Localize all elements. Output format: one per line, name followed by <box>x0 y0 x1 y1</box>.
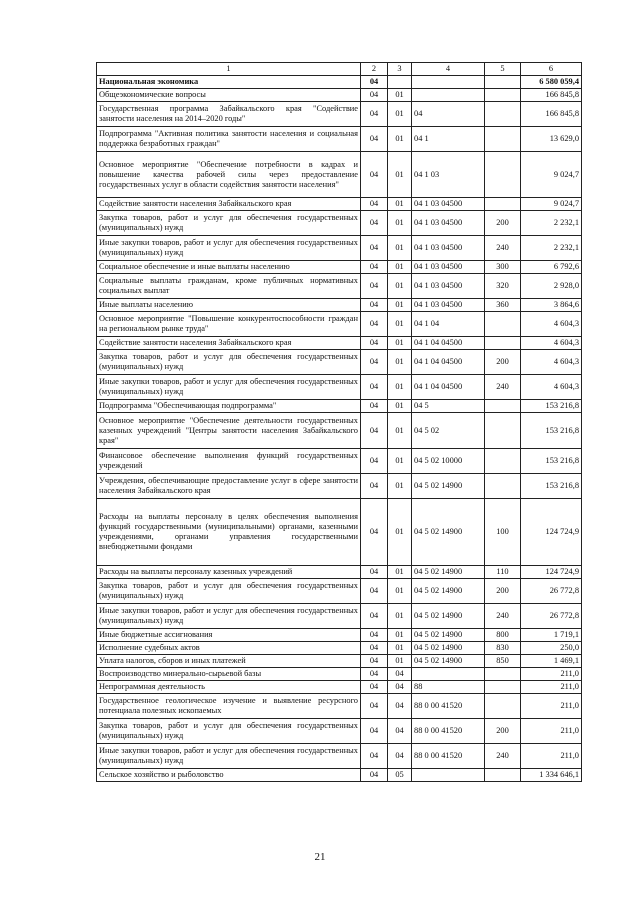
section-code-cell: 04 <box>361 102 388 127</box>
subsection-code-cell: 01 <box>388 499 412 566</box>
amount-cell: 153 216,8 <box>521 449 582 474</box>
target-article-cell <box>412 89 485 102</box>
expense-type-cell: 200 <box>485 579 521 604</box>
section-code-cell: 04 <box>361 211 388 236</box>
section-code-cell: 04 <box>361 127 388 152</box>
amount-cell: 4 604,3 <box>521 337 582 350</box>
amount-cell: 9 024,7 <box>521 152 582 198</box>
row-name-cell: Иные закупки товаров, работ и услуг для обеспечения государственных (муниципальных) нужд <box>97 236 361 261</box>
table-row <box>97 337 582 350</box>
table-row <box>97 198 582 211</box>
table-row <box>97 261 582 274</box>
expense-type-cell: 300 <box>485 261 521 274</box>
amount-cell: 166 845,8 <box>521 102 582 127</box>
subsection-code-cell: 01 <box>388 566 412 579</box>
section-code-cell: 04 <box>361 681 388 694</box>
subsection-code-cell: 01 <box>388 312 412 337</box>
section-code-cell: 04 <box>361 449 388 474</box>
section-code-cell: 04 <box>361 413 388 449</box>
subsection-code-cell: 01 <box>388 413 412 449</box>
row-name-cell: Закупка товаров, работ и услуг для обеспечения государственных (муниципальных) нужд <box>97 350 361 375</box>
row-name-cell: Иные закупки товаров, работ и услуг для обеспечения государственных (муниципальных) нужд <box>97 375 361 400</box>
expense-type-cell: 200 <box>485 211 521 236</box>
section-code-cell: 04 <box>361 274 388 299</box>
target-article-cell: 04 5 <box>412 400 485 413</box>
table-row <box>97 211 582 236</box>
target-article-cell: 04 5 02 14900 <box>412 604 485 629</box>
table-row <box>97 449 582 474</box>
amount-cell: 4 604,3 <box>521 312 582 337</box>
target-article-cell: 88 0 00 41520 <box>412 694 485 719</box>
target-article-cell: 04 1 04 04500 <box>412 350 485 375</box>
subsection-code-cell <box>388 76 412 89</box>
amount-cell: 13 629,0 <box>521 127 582 152</box>
amount-cell: 1 469,1 <box>521 655 582 668</box>
header-col-5: 5 <box>485 63 521 76</box>
subsection-code-cell: 04 <box>388 668 412 681</box>
expense-type-cell: 200 <box>485 719 521 744</box>
expense-type-cell <box>485 413 521 449</box>
subsection-code-cell: 01 <box>388 337 412 350</box>
row-name-cell: Национальная экономика <box>97 76 361 89</box>
table-row <box>97 89 582 102</box>
expense-type-cell <box>485 668 521 681</box>
table-row <box>97 312 582 337</box>
row-name-cell: Закупка товаров, работ и услуг для обеспечения государственных (муниципальных) нужд <box>97 211 361 236</box>
target-article-cell: 04 1 03 04500 <box>412 274 485 299</box>
target-article-cell <box>412 769 485 782</box>
expense-type-cell <box>485 400 521 413</box>
amount-cell: 211,0 <box>521 719 582 744</box>
row-name-cell: Государственное геологическое изучение и выявление ресурсного потенциала полезных ископаемых <box>97 694 361 719</box>
amount-cell: 26 772,8 <box>521 579 582 604</box>
section-code-cell: 04 <box>361 375 388 400</box>
page-number: 21 <box>314 851 326 863</box>
table-row <box>97 719 582 744</box>
row-name-cell: Основное мероприятие "Обеспечение деятельности государственных казенных учреждений "Центры занятости населения Забайкальского края" <box>97 413 361 449</box>
header-col-3: 3 <box>388 63 412 76</box>
subsection-code-cell: 01 <box>388 655 412 668</box>
subsection-code-cell: 01 <box>388 642 412 655</box>
row-name-cell: Основное мероприятие "Повышение конкурентоспособности граждан на региональном рынке труда" <box>97 312 361 337</box>
expense-type-cell: 320 <box>485 274 521 299</box>
table-row <box>97 236 582 261</box>
subsection-code-cell: 01 <box>388 236 412 261</box>
section-code-cell: 04 <box>361 76 388 89</box>
target-article-cell <box>412 76 485 89</box>
expense-type-cell <box>485 127 521 152</box>
target-article-cell: 88 <box>412 681 485 694</box>
target-article-cell: 88 0 00 41520 <box>412 744 485 769</box>
amount-cell: 9 024,7 <box>521 198 582 211</box>
expense-type-cell <box>485 76 521 89</box>
table-body <box>97 76 582 782</box>
amount-cell: 211,0 <box>521 681 582 694</box>
table-row <box>97 769 582 782</box>
table-row <box>97 604 582 629</box>
target-article-cell: 04 1 <box>412 127 485 152</box>
amount-cell: 4 604,3 <box>521 350 582 375</box>
table-row <box>97 127 582 152</box>
section-code-cell: 04 <box>361 312 388 337</box>
expense-type-cell <box>485 312 521 337</box>
table-row <box>97 579 582 604</box>
expense-type-cell: 240 <box>485 375 521 400</box>
header-col-4: 4 <box>412 63 485 76</box>
table-row <box>97 350 582 375</box>
expense-type-cell: 830 <box>485 642 521 655</box>
target-article-cell: 04 5 02 10000 <box>412 449 485 474</box>
row-name-cell: Иные выплаты населению <box>97 299 361 312</box>
expense-type-cell: 240 <box>485 744 521 769</box>
row-name-cell: Основное мероприятие "Обеспечение потребности в кадрах и повышение качества рабочей силы через предоставление государственных услуг в области содействия занятости населения" <box>97 152 361 198</box>
section-code-cell: 04 <box>361 89 388 102</box>
table-row <box>97 102 582 127</box>
table-row <box>97 274 582 299</box>
target-article-cell: 04 1 03 04500 <box>412 211 485 236</box>
row-name-cell: Иные закупки товаров, работ и услуг для обеспечения государственных (муниципальных) нужд <box>97 604 361 629</box>
target-article-cell: 04 5 02 14900 <box>412 642 485 655</box>
header-col-1: 1 <box>97 63 361 76</box>
row-name-cell: Подпрограмма "Обеспечивающая подпрограмма" <box>97 400 361 413</box>
section-code-cell: 04 <box>361 629 388 642</box>
section-code-cell: 04 <box>361 566 388 579</box>
section-code-cell: 04 <box>361 198 388 211</box>
target-article-cell: 04 5 02 14900 <box>412 499 485 566</box>
subsection-code-cell: 01 <box>388 198 412 211</box>
section-code-cell: 04 <box>361 337 388 350</box>
subsection-code-cell: 01 <box>388 102 412 127</box>
target-article-cell: 04 5 02 14900 <box>412 579 485 604</box>
expense-type-cell <box>485 449 521 474</box>
expense-type-cell <box>485 89 521 102</box>
target-article-cell: 04 1 03 04500 <box>412 299 485 312</box>
amount-cell: 153 216,8 <box>521 413 582 449</box>
row-name-cell: Иные бюджетные ассигнования <box>97 629 361 642</box>
row-name-cell: Содействие занятости населения Забайкальского края <box>97 198 361 211</box>
amount-cell: 250,0 <box>521 642 582 655</box>
section-code-cell: 04 <box>361 474 388 499</box>
subsection-code-cell: 01 <box>388 579 412 604</box>
subsection-code-cell: 04 <box>388 719 412 744</box>
table-row <box>97 413 582 449</box>
amount-cell: 6 580 059,4 <box>521 76 582 89</box>
table-header-row <box>97 63 582 76</box>
row-name-cell: Общеэкономические вопросы <box>97 89 361 102</box>
expense-type-cell: 200 <box>485 350 521 375</box>
expense-type-cell: 850 <box>485 655 521 668</box>
section-code-cell: 04 <box>361 668 388 681</box>
amount-cell: 3 864,6 <box>521 299 582 312</box>
table-row <box>97 655 582 668</box>
subsection-code-cell: 04 <box>388 681 412 694</box>
expense-type-cell: 110 <box>485 566 521 579</box>
row-name-cell: Содействие занятости населения Забайкальского края <box>97 337 361 350</box>
target-article-cell: 04 5 02 14900 <box>412 566 485 579</box>
amount-cell: 1 719,1 <box>521 629 582 642</box>
header-col-6: 6 <box>521 63 582 76</box>
target-article-cell: 04 5 02 14900 <box>412 629 485 642</box>
section-code-cell: 04 <box>361 299 388 312</box>
row-name-cell: Социальное обеспечение и иные выплаты населению <box>97 261 361 274</box>
row-name-cell: Финансовое обеспечение выполнения функций государственных учреждений <box>97 449 361 474</box>
target-article-cell: 04 1 04 04500 <box>412 337 485 350</box>
section-code-cell: 04 <box>361 499 388 566</box>
section-code-cell: 04 <box>361 400 388 413</box>
expense-type-cell <box>485 102 521 127</box>
row-name-cell: Иные закупки товаров, работ и услуг для обеспечения государственных (муниципальных) нужд <box>97 744 361 769</box>
amount-cell: 211,0 <box>521 668 582 681</box>
subsection-code-cell: 01 <box>388 274 412 299</box>
expense-type-cell <box>485 681 521 694</box>
subsection-code-cell: 01 <box>388 152 412 198</box>
amount-cell: 2 232,1 <box>521 236 582 261</box>
table-row <box>97 694 582 719</box>
expense-type-cell: 100 <box>485 499 521 566</box>
section-code-cell: 04 <box>361 769 388 782</box>
target-article-cell: 04 1 03 04500 <box>412 261 485 274</box>
amount-cell: 166 845,8 <box>521 89 582 102</box>
target-article-cell: 04 1 04 <box>412 312 485 337</box>
amount-cell: 1 334 646,1 <box>521 769 582 782</box>
section-code-cell: 04 <box>361 719 388 744</box>
amount-cell: 211,0 <box>521 694 582 719</box>
row-name-cell: Расходы на выплаты персоналу в целях обеспечения выполнения функций государственными (муниципальными) органами, казенными учреждениями, органами управления государственными внебюджетными фондами <box>97 499 361 566</box>
amount-cell: 153 216,8 <box>521 474 582 499</box>
expense-type-cell: 240 <box>485 604 521 629</box>
table-row <box>97 152 582 198</box>
subsection-code-cell: 01 <box>388 449 412 474</box>
table-row <box>97 642 582 655</box>
amount-cell: 211,0 <box>521 744 582 769</box>
target-article-cell: 04 5 02 14900 <box>412 655 485 668</box>
row-name-cell: Уплата налогов, сборов и иных платежей <box>97 655 361 668</box>
table-row <box>97 76 582 89</box>
subsection-code-cell: 01 <box>388 261 412 274</box>
row-name-cell: Непрограммная деятельность <box>97 681 361 694</box>
expense-type-cell <box>485 474 521 499</box>
target-article-cell: 04 5 02 <box>412 413 485 449</box>
expense-type-cell: 800 <box>485 629 521 642</box>
expense-type-cell <box>485 694 521 719</box>
section-code-cell: 04 <box>361 236 388 261</box>
target-article-cell: 04 1 03 <box>412 152 485 198</box>
amount-cell: 124 724,9 <box>521 499 582 566</box>
section-code-cell: 04 <box>361 655 388 668</box>
subsection-code-cell: 01 <box>388 604 412 629</box>
target-article-cell <box>412 668 485 681</box>
amount-cell: 6 792,6 <box>521 261 582 274</box>
row-name-cell: Государственная программа Забайкальского края "Содействие занятости населения на 2014–2020 годы" <box>97 102 361 127</box>
target-article-cell: 04 <box>412 102 485 127</box>
amount-cell: 153 216,8 <box>521 400 582 413</box>
row-name-cell: Исполнение судебных актов <box>97 642 361 655</box>
amount-cell: 4 604,3 <box>521 375 582 400</box>
row-name-cell: Закупка товаров, работ и услуг для обеспечения государственных (муниципальных) нужд <box>97 579 361 604</box>
row-name-cell: Расходы на выплаты персоналу казенных учреждений <box>97 566 361 579</box>
table-row <box>97 499 582 566</box>
row-name-cell: Воспроизводство минерально-сырьевой базы <box>97 668 361 681</box>
subsection-code-cell: 04 <box>388 694 412 719</box>
target-article-cell: 04 1 04 04500 <box>412 375 485 400</box>
subsection-code-cell: 01 <box>388 375 412 400</box>
amount-cell: 2 928,0 <box>521 274 582 299</box>
target-article-cell: 04 1 03 04500 <box>412 236 485 261</box>
expense-type-cell <box>485 198 521 211</box>
target-article-cell: 04 5 02 14900 <box>412 474 485 499</box>
section-code-cell: 04 <box>361 350 388 375</box>
row-name-cell: Подпрограмма "Активная политика занятости населения и социальная поддержка безработных граждан" <box>97 127 361 152</box>
row-name-cell: Закупка товаров, работ и услуг для обеспечения государственных (муниципальных) нужд <box>97 719 361 744</box>
expense-type-cell: 240 <box>485 236 521 261</box>
table-row <box>97 400 582 413</box>
table-row <box>97 629 582 642</box>
subsection-code-cell: 01 <box>388 211 412 236</box>
section-code-cell: 04 <box>361 604 388 629</box>
amount-cell: 124 724,9 <box>521 566 582 579</box>
table-row <box>97 566 582 579</box>
subsection-code-cell: 01 <box>388 629 412 642</box>
table-row <box>97 681 582 694</box>
subsection-code-cell: 01 <box>388 299 412 312</box>
header-col-2: 2 <box>361 63 388 76</box>
subsection-code-cell: 01 <box>388 350 412 375</box>
subsection-code-cell: 01 <box>388 400 412 413</box>
budget-table <box>96 62 582 782</box>
subsection-code-cell: 05 <box>388 769 412 782</box>
row-name-cell: Учреждения, обеспечивающие предоставление услуг в сфере занятости населения Забайкальского края <box>97 474 361 499</box>
section-code-cell: 04 <box>361 152 388 198</box>
table-row <box>97 668 582 681</box>
section-code-cell: 04 <box>361 261 388 274</box>
expense-type-cell <box>485 337 521 350</box>
table-row <box>97 299 582 312</box>
subsection-code-cell: 01 <box>388 474 412 499</box>
expense-type-cell: 360 <box>485 299 521 312</box>
subsection-code-cell: 04 <box>388 744 412 769</box>
section-code-cell: 04 <box>361 744 388 769</box>
amount-cell: 2 232,1 <box>521 211 582 236</box>
expense-type-cell <box>485 152 521 198</box>
section-code-cell: 04 <box>361 579 388 604</box>
expense-type-cell <box>485 769 521 782</box>
row-name-cell: Социальные выплаты гражданам, кроме публичных нормативных социальных выплат <box>97 274 361 299</box>
table-row <box>97 474 582 499</box>
subsection-code-cell: 01 <box>388 127 412 152</box>
subsection-code-cell: 01 <box>388 89 412 102</box>
section-code-cell: 04 <box>361 694 388 719</box>
table-row <box>97 744 582 769</box>
row-name-cell: Сельское хозяйство и рыболовство <box>97 769 361 782</box>
section-code-cell: 04 <box>361 642 388 655</box>
target-article-cell: 04 1 03 04500 <box>412 198 485 211</box>
amount-cell: 26 772,8 <box>521 604 582 629</box>
table-row <box>97 375 582 400</box>
target-article-cell: 88 0 00 41520 <box>412 719 485 744</box>
